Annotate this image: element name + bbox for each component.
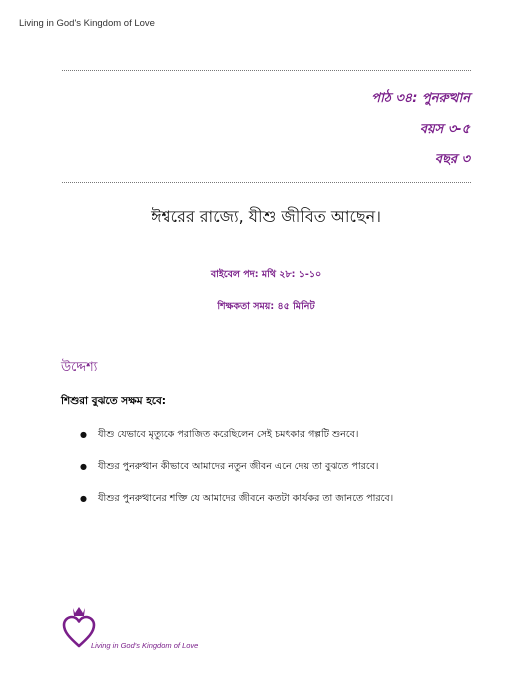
divider-bottom [62, 182, 471, 183]
lesson-title: পাঠ ৩৪: পুনরুত্থান [371, 91, 470, 106]
objectives-list [80, 428, 500, 524]
objectives-intro: শিশুরা বুঝতে সক্ষম হবে: [61, 395, 166, 407]
list-item: ● যীশু যেভাবে মৃত্যুকে পরাজিত করেছিলেন সেই চমৎকার গল্পটি শুনবে। [80, 428, 500, 460]
page-title: ঈশ্বরের রাজ্যে, যীশু জীবিত আছেন। [151, 207, 381, 226]
footer-text: Living in God's Kingdom of Love [91, 641, 199, 650]
bible-passage: বাইবেল পদ: মথি ২৮: ১-১০ [210, 269, 322, 280]
age-range: বয়স ৩-৫ [419, 122, 470, 137]
running-header: Living in God's Kingdom of Love [19, 18, 155, 29]
objectives-heading: উদ্দেশ্য [61, 360, 98, 375]
year-label: বছর ৩ [434, 152, 470, 167]
list-item: ● যীশুর পুনরুত্থান কীভাবে আমাদের নতুন জীবন এনে দেয় তা বুঝতে পারবে। [80, 460, 500, 492]
teaching-time: শিক্ষকতা সময়: ৪৫ মিনিট [217, 301, 315, 312]
divider-top [62, 70, 471, 71]
list-item: ● যীশুর পুনরুত্থানের শক্তি যে আমাদের জীবনে কতটা কার্যকর তা জানতে পারবে। [80, 492, 500, 524]
